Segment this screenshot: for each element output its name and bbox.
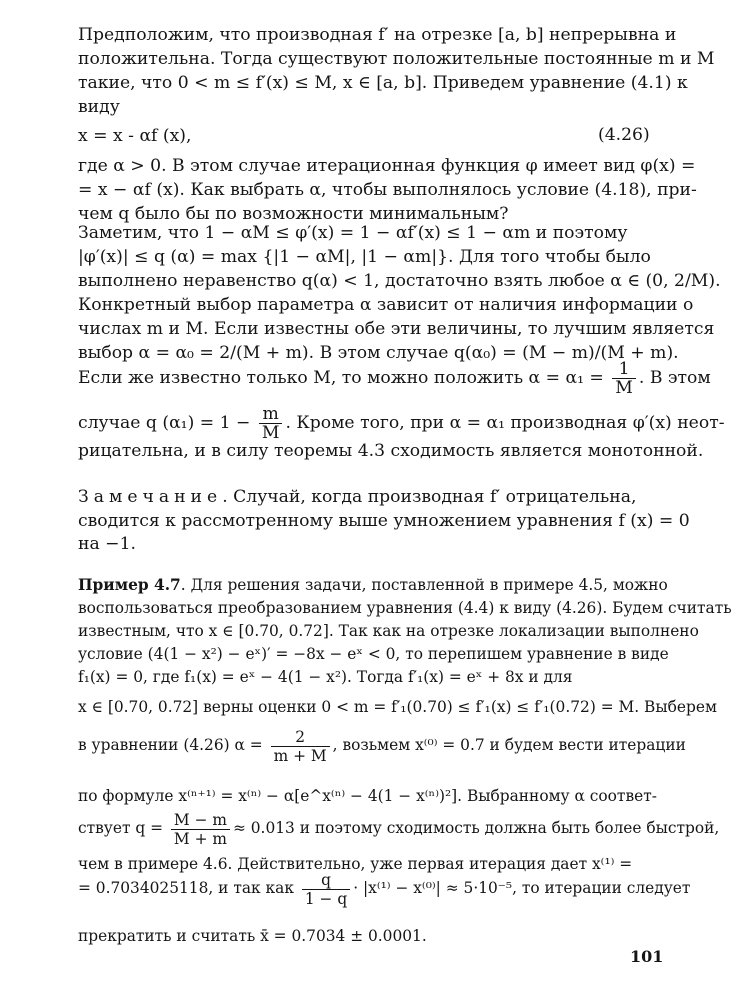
paragraph-1-line-2: положительна. Тогда существуют положительные постоянные m и M (78, 49, 715, 69)
example-label: Пример 4.7 (78, 576, 181, 594)
paragraph-1-line-1: Предположим, что производная f′ на отрезке [a, b] непрерывна и (78, 25, 677, 45)
example-line-1-text: . Для решения задачи, поставленной в примере 4.5, можно (180, 576, 668, 594)
fraction-denominator: m + M (273, 746, 327, 765)
fraction-numerator: M − m (171, 811, 230, 830)
fraction-denominator: 1 − q (304, 889, 348, 908)
paragraph-3-line-7 (78, 358, 711, 398)
example-line-2: воспользоваться преобразованием уравнения (4.4) к виду (4.26). Будем считать (78, 599, 732, 617)
p3-line-7-end: . В этом (638, 368, 711, 388)
p3-line-7-start: Если же известно только M, то можно положить α = α₁ = (78, 368, 604, 388)
fraction-denominator: M + m (173, 829, 227, 848)
example-line-11-start: = 0.7034025118, и так как (78, 879, 294, 897)
equation-number-4-26: (4.26) (598, 125, 650, 145)
p3-line-8-end: . Кроме того, при α = α₁ производная φ′(x) неот- (285, 413, 725, 433)
fraction-q-value (171, 811, 230, 848)
example-line-9-start: ствует q = (78, 819, 164, 837)
paragraph-3-line-3: выполнено неравенство q(α) < 1, достаточно взять любое α ∈ (0, 2/M). (78, 271, 721, 291)
example-line-10: чем в примере 4.6. Действительно, уже первая итерация дает x⁽¹⁾ = (78, 855, 633, 873)
paragraph-2-line-1: где α > 0. В этом случае итерационная функция φ имеет вид φ(x) = (78, 156, 696, 176)
fraction-1-over-M (612, 360, 636, 397)
fraction-m-over-M (259, 405, 283, 442)
paragraph-2-line-3: чем q было бы по возможности минимальным? (78, 204, 509, 224)
example-line-4: условие (4(1 − x²) − eˣ)′ = −8x − eˣ < 0, то перепишем уравнение в виде (78, 645, 669, 663)
paragraph-3-line-1: Заметим, что 1 − αM ≤ φ′(x) = 1 − αf′(x) ≤ 1 − αm и поэтому (78, 223, 628, 243)
paragraph-2-line-2: = x − αf (x). Как выбрать α, чтобы выполнялось условие (4.18), при- (78, 180, 697, 200)
fraction-numerator: m (259, 405, 283, 424)
paragraph-3-line-4: Конкретный выбор параметра α зависит от наличия информации о (78, 295, 694, 315)
paragraph-3-line-5: числах m и M. Если известны обе эти величины, то лучшим является (78, 319, 715, 339)
remark-line-1 (78, 486, 636, 508)
paragraph-1-line-4: виду (78, 97, 120, 117)
example-line-1 (78, 574, 668, 596)
fraction-numerator: 1 (612, 360, 636, 379)
paragraph-3-line-9: рицательна, и в силу теоремы 4.3 сходимость является монотонной. (78, 441, 704, 461)
equation-4-26: x = x - αf (x), (78, 126, 192, 146)
fraction-2-over-m-plus-M (271, 728, 330, 765)
example-line-11-end: · |x⁽¹⁾ − x⁽⁰⁾| ≈ 5·10⁻⁵, то итерации следует (353, 879, 691, 897)
example-line-7 (78, 725, 686, 765)
paragraph-3-line-6: выбор α = α₀ = 2/(M + m). В этом случае q(α₀) = (M − m)/(M + m). (78, 343, 679, 363)
example-line-8: по формуле x⁽ⁿ⁺¹⁾ = x⁽ⁿ⁾ − α[e^x⁽ⁿ⁾ − 4(1 − x⁽ⁿ⁾)²]. Выбранному α соответ- (78, 787, 657, 805)
fraction-q-over-1-minus-q (302, 871, 350, 908)
example-line-6: x ∈ [0.70, 0.72] верны оценки 0 < m = f′₁(0.70) ≤ f′₁(x) ≤ f′₁(0.72) = M. Выберем (78, 698, 717, 716)
fraction-denominator: M (615, 378, 633, 398)
fraction-denominator: M (261, 423, 280, 443)
paragraph-3-line-2: |φ′(x)| ≤ q (α) = max {|1 − αM|, |1 − αm|}. Для того чтобы было (78, 247, 651, 267)
fraction-numerator: q (302, 871, 350, 890)
paragraph-3-line-8 (78, 403, 725, 443)
remark-line-1-text: . Случай, когда производная f′ отрицательна, (222, 487, 637, 507)
example-line-9-end: ≈ 0.013 и поэтому сходимость должна быть более быстрой, (232, 819, 720, 837)
example-line-12: прекратить и считать x̄ = 0.7034 ± 0.0001. (78, 927, 427, 945)
paragraph-1-line-3: такие, что 0 < m ≤ f′(x) ≤ M, x ∈ [a, b]. Приведем уравнение (4.1) к (78, 73, 688, 93)
example-line-5: f₁(x) = 0, где f₁(x) = eˣ − 4(1 − x²). Тогда f′₁(x) = eˣ + 8x и для (78, 668, 573, 686)
example-line-11 (78, 868, 690, 908)
remark-line-2: сводится к рассмотренному выше умножением уравнения f (x) = 0 (78, 511, 690, 531)
fraction-numerator: 2 (271, 728, 330, 747)
example-line-9 (78, 808, 719, 848)
p3-line-8-start: случае q (α₁) = 1 − (78, 413, 251, 433)
example-line-7-end: , возьмем x⁽⁰⁾ = 0.7 и будем вести итерации (332, 736, 686, 754)
remark-line-3: на −1. (78, 534, 136, 554)
example-line-7-start: в уравнении (4.26) α = (78, 736, 263, 754)
page-number: 101 (630, 947, 664, 966)
remark-label: Замечание (78, 487, 223, 507)
example-line-3: известным, что x ∈ [0.70, 0.72]. Так как на отрезке локализации выполнено (78, 622, 699, 640)
